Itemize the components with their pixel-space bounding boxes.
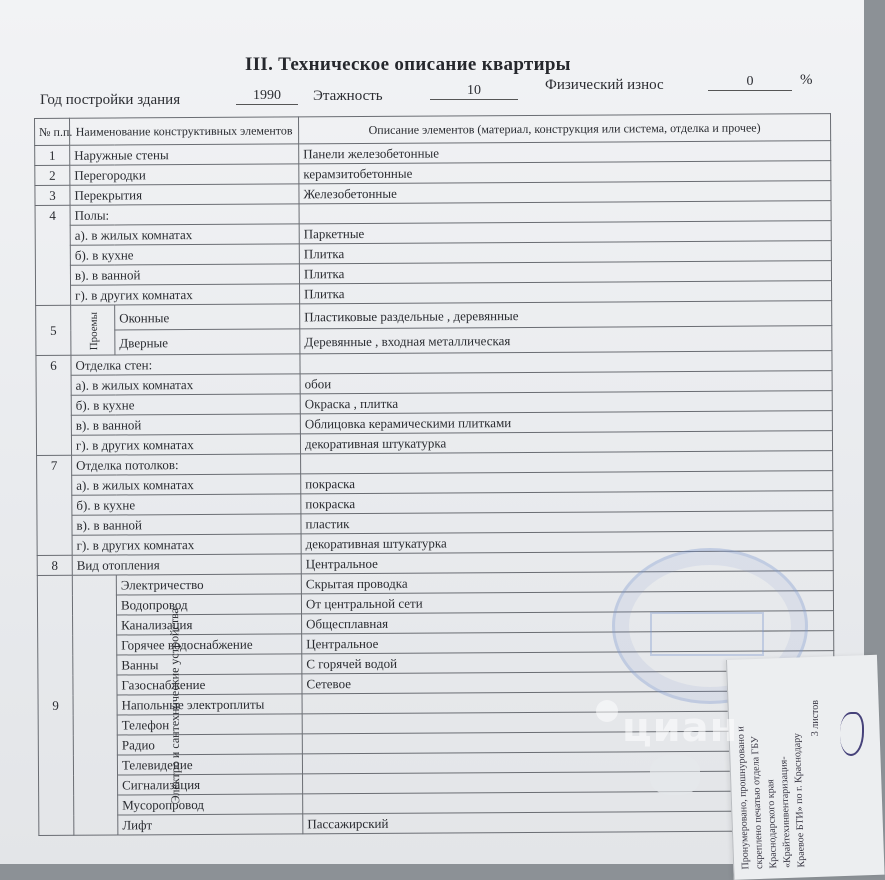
header-desc: Описание элементов (материал, конструкция или система, отделка и прочее) — [299, 114, 831, 144]
subrow-value: Окраска , плитка — [300, 391, 832, 414]
subrow-name: Сигнализация — [118, 774, 303, 795]
floors-label: Этажность — [313, 88, 383, 104]
subrow-name: г). в других комнатах — [71, 284, 300, 305]
subrow-value: Центральное — [302, 631, 834, 654]
subrow-name: б). в кухне — [71, 394, 300, 415]
row-num: 1 — [35, 145, 70, 165]
subrow-name: г). в других комнатах — [71, 434, 300, 455]
seal-inner-frame — [650, 612, 764, 656]
note-line: «Крайтехинвентаризация- — [778, 756, 794, 869]
note-line: Краснодарского края — [765, 779, 780, 869]
subrow-name: б). в кухне — [70, 244, 299, 265]
subrow-name: Радио — [117, 734, 302, 755]
subrow-name: Горячее водоснабжение — [117, 634, 302, 655]
row-num: 5 — [36, 305, 71, 355]
row-value: керамзитобетонные — [299, 161, 831, 184]
subrow-value: Скрытая проводка — [301, 571, 833, 594]
pages-count: 3 листов — [810, 700, 821, 737]
row-name: Перекрытия — [70, 184, 299, 205]
subrow-value: Плитка — [299, 261, 831, 284]
subrow-value: От центральной сети — [301, 591, 833, 614]
header-num: № п.п. — [35, 118, 70, 145]
subrow-value: декоративная штукатурка — [300, 431, 832, 454]
subrow-name: в). в ванной — [71, 414, 300, 435]
subrow-value: Деревянные , входная металлическая — [300, 326, 832, 354]
subrow-name: Канализация — [117, 614, 302, 635]
row-name: Отделка потолков: — [72, 454, 301, 475]
subrow-value: Плитка — [300, 281, 832, 304]
subrow-value: С горячей водой — [302, 651, 834, 674]
subrow-value: декоративная штукатурка — [301, 531, 833, 554]
subrow-name: Лифт — [118, 814, 303, 835]
header-name: Наименование конструктивных элементов — [70, 117, 299, 145]
note-line: Пронумеровано, прошнуровано и — [735, 726, 752, 870]
subrow-value: Пластиковые раздельные , деревянные — [300, 301, 832, 329]
subrow-name: Мусоропровод — [118, 794, 303, 815]
row-name: Вид отопления — [72, 554, 301, 575]
row-value: Панели железобетонные — [299, 141, 831, 164]
subrow-name: Газоснабжение — [117, 674, 302, 695]
subrow-name: б). в кухне — [72, 494, 301, 515]
row-name: Перегородки — [70, 164, 299, 185]
subrow-name: а). в жилых комнатах — [72, 474, 301, 495]
subrow-name: Водопровод — [116, 594, 301, 615]
floors-value: 10 — [430, 83, 518, 100]
subrow-name: в). в ванной — [72, 514, 301, 535]
subrow-value: покраска — [301, 491, 833, 514]
watermark-text: циан — [622, 705, 739, 751]
subrow-name: Телефон — [117, 714, 302, 735]
row-num: 9 — [37, 575, 74, 835]
build-year-label: Год постройки здания — [40, 92, 181, 108]
subrow-value: Сетевое — [302, 671, 834, 694]
subrow-value: Облицовка керамическими плитками — [300, 411, 832, 434]
subrow-name: а). в жилых комнатах — [70, 224, 299, 245]
subrow-name: Оконные — [115, 304, 300, 330]
build-year-value: 1990 — [236, 88, 298, 105]
row-num: 2 — [35, 165, 70, 185]
row-num: 3 — [35, 185, 70, 205]
wear-label: Физический износ — [545, 77, 664, 93]
row-name: Полы: — [70, 204, 299, 225]
subrow-name: Напольные электроплиты — [117, 694, 302, 715]
note-line: скреплено печатью отдела ГБУ — [749, 735, 766, 870]
subrow-name: Телевидение — [117, 754, 302, 775]
row-value: Центральное — [301, 551, 833, 574]
openings-group-label: Проемы — [71, 305, 115, 355]
subrow-value: Паркетные — [299, 221, 831, 244]
subrow-value: обои — [300, 371, 832, 394]
row-num: 7 — [37, 455, 73, 555]
row-name: Отделка стен: — [71, 354, 300, 375]
note-line: Краевое БТИ» по г. Краснодару — [791, 732, 808, 868]
wear-unit: % — [800, 72, 813, 88]
subrow-value: Пассажирский — [303, 811, 835, 834]
row-name: Наружные стены — [70, 144, 299, 165]
subrow-name: в). в ванной — [70, 264, 299, 285]
subrow-value: покраска — [301, 471, 833, 494]
subrow-name: Электричество — [116, 574, 301, 595]
binding-note-label — [726, 655, 885, 880]
subrow-name: Ванны — [117, 654, 302, 675]
table-subrow — [39, 811, 835, 836]
watermark-pin-icon — [596, 700, 618, 722]
document-title: III. Техническое описание квартиры — [245, 54, 571, 75]
subrow-name: Дверные — [115, 329, 300, 355]
row-num: 6 — [36, 355, 72, 455]
row-num: 4 — [35, 205, 71, 305]
subrow-value: Плитка — [299, 241, 831, 264]
utilities-group-label: Электро и сантехнические устройства — [72, 575, 118, 835]
subrow-value: пластик — [301, 511, 833, 534]
wear-value: 0 — [708, 74, 792, 91]
subrow-name: г). в других комнатах — [72, 534, 301, 555]
row-value: Железобетонные — [299, 181, 831, 204]
subrow-value: Общесплавная — [302, 611, 834, 634]
tape-glare — [650, 755, 700, 795]
subrow-name: а). в жилых комнатах — [71, 374, 300, 395]
row-num: 8 — [37, 555, 72, 575]
